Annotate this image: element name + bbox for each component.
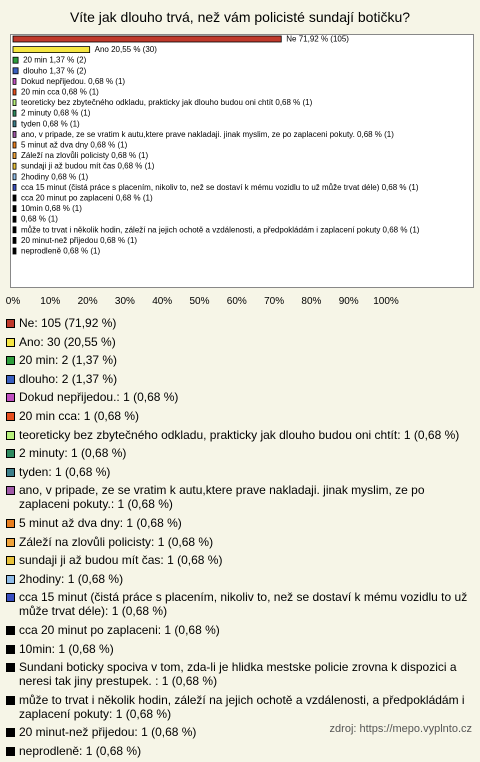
x-tick-label: 60%: [226, 296, 247, 307]
bar-label: 20 min 1,37 % (2): [23, 55, 87, 65]
bar-label: Dokud nepřijedou. 0,68 % (1): [21, 76, 126, 86]
bar-label: Záleží na zlovůli policisty 0,68 % (1): [21, 151, 149, 161]
legend-item: [6, 316, 472, 330]
legend-swatch: [6, 449, 15, 458]
legend-label: dlouho: 2 (1,37 %): [19, 371, 118, 386]
legend-swatch: [6, 375, 15, 384]
legend-label: cca 15 minut (čistá práce s placením, nikoliv to, než se dostaví k mému vozidlu to už může trvat déle): 1 (0,68 %): [19, 590, 468, 619]
legend-item: [6, 465, 472, 479]
legend-item: [6, 642, 472, 656]
legend-swatch: [6, 696, 15, 705]
bar-label: 5 minut až dva dny 0,68 % (1): [21, 140, 128, 150]
legend-label: tyden: 1 (0,68 %): [19, 464, 111, 479]
bar-label: Ano 20,55 % (30): [94, 45, 157, 55]
x-tick-label: 40%: [152, 296, 173, 307]
legend-swatch: [6, 338, 15, 347]
bar-label: cca 20 minut po zaplaceni 0,68 % (1): [21, 193, 153, 203]
bar: [13, 78, 16, 84]
legend-swatch: [6, 319, 15, 328]
legend-item: [6, 660, 472, 688]
legend-label: Ano: 30 (20,55 %): [19, 334, 116, 349]
legend-item: [6, 353, 472, 367]
legend-item: [6, 335, 472, 349]
x-tick-label: 90%: [338, 296, 359, 307]
legend-label: 20 min cca: 1 (0,68 %): [19, 408, 140, 423]
bar-label: 20 min cca 0,68 % (1): [21, 87, 99, 97]
legend-swatch: [6, 645, 15, 654]
bar: [13, 89, 16, 95]
legend-label: cca 20 minut po zaplaceni: 1 (0,68 %): [19, 622, 220, 637]
bar-label: 10min 0,68 % (1): [21, 204, 82, 214]
bar-label: sundaji ji až budou mít čas 0,68 % (1): [21, 161, 155, 171]
legend-label: 10min: 1 (0,68 %): [19, 641, 114, 656]
bar: [13, 153, 16, 159]
legend-item: [6, 409, 472, 423]
legend-item: [6, 372, 472, 386]
bar-label: teoreticky bez zbytečného odkladu, prakticky jak dlouho budou oni chtít 0,68 % (1): [21, 98, 313, 108]
legend-label: Ne: 105 (71,92 %): [19, 316, 117, 330]
legend-label: Sundani boticky spociva v tom, zda-li je hlidka mestske policie zrovna k dispozici a neresi tak jiny prestupek. : 1 (0,68 %): [19, 660, 457, 689]
x-tick-label: 70%: [264, 296, 285, 307]
x-tick-label: 50%: [189, 296, 210, 307]
bar-label: může to trvat i několik hodin, záleží na jejich ochotě a vzdálenosti, a předpokládám i zaplacení pokuty 0,68 % (1): [21, 225, 420, 235]
bar: [13, 174, 16, 180]
x-tick-label: 80%: [301, 296, 322, 307]
legend-label: 2 minuty: 1 (0,68 %): [19, 446, 127, 461]
legend-swatch: [6, 575, 15, 584]
bar: [13, 36, 281, 42]
bar-label: 2hodiny 0,68 % (1): [21, 172, 89, 182]
legend-label: Záleží na zlovůli policisty: 1 (0,68 %): [19, 534, 214, 549]
bar-label: 2 minuty 0,68 % (1): [21, 108, 91, 118]
legend-swatch: [6, 538, 15, 547]
x-tick-label: 10%: [40, 296, 61, 307]
legend-item: [6, 483, 472, 511]
legend-label: 20 min: 2 (1,37 %): [19, 353, 118, 368]
bar-chart: [0, 0, 480, 310]
bar-label: Ne 71,92 % (105): [286, 34, 349, 44]
bar: [13, 110, 16, 116]
legend: [6, 316, 472, 762]
x-tick-label: 20%: [77, 296, 98, 307]
x-tick-label: 0%: [5, 296, 21, 307]
legend-swatch: [6, 519, 15, 528]
legend-swatch: [6, 393, 15, 402]
legend-swatch: [6, 728, 15, 737]
legend-swatch: [6, 593, 15, 602]
bar-label: tyden 0,68 % (1): [21, 119, 80, 129]
legend-swatch: [6, 431, 15, 440]
legend-label: 5 minut až dva dny: 1 (0,68 %): [19, 515, 182, 530]
legend-swatch: [6, 468, 15, 477]
bar-label: dlouho 1,37 % (2): [23, 66, 87, 76]
bar: [13, 184, 16, 190]
legend-label: ano, v pripade, ze se vratim k autu,ktere prave nakladaji. jinak myslim, ze po zaplaceni pokuty.: 1 (0,68 %): [19, 483, 425, 512]
bar: [13, 57, 18, 63]
x-tick-label: 100%: [373, 296, 399, 307]
legend-item: [6, 553, 472, 567]
legend-label: 20 minut-než přijedou: 1 (0,68 %): [19, 725, 197, 740]
bar: [13, 68, 18, 74]
source-footer[interactable]: zdroj: https://mepo.vyplnto.cz: [329, 723, 472, 735]
legend-item: [6, 572, 472, 586]
legend-label: sundaji ji až budou mít čas: 1 (0,68 %): [19, 553, 223, 568]
bar-label: 20 minut-než přijedou 0,68 % (1): [21, 235, 138, 245]
legend-item: [6, 535, 472, 549]
bar: [13, 131, 16, 137]
bar-label: neprodleně 0,68 % (1): [21, 246, 101, 256]
legend-item: [6, 390, 472, 404]
bar: [13, 142, 16, 148]
legend-label: neprodleně: 1 (0,68 %): [19, 743, 142, 758]
legend-label: teoreticky bez zbytečného odkladu, prakticky jak dlouho budou oni chtít: 1 (0,68 %): [19, 427, 460, 442]
legend-item: [6, 428, 472, 442]
bar: [13, 216, 16, 222]
bar: [13, 47, 90, 53]
bar-label: 0,68 % (1): [21, 214, 58, 224]
legend-swatch: [6, 747, 15, 756]
legend-swatch: [6, 626, 15, 635]
legend-item: [6, 744, 472, 758]
legend-item: [6, 590, 472, 618]
x-tick-label: 30%: [114, 296, 135, 307]
legend-label: 2hodiny: 1 (0,68 %): [19, 571, 124, 586]
chart-title: Víte jak dlouho trvá, než vám policisté sundají botičku?: [69, 9, 411, 25]
bar: [13, 227, 16, 233]
legend-swatch: [6, 412, 15, 421]
bar: [13, 163, 16, 169]
legend-label: může to trvat i několik hodin, záleží na jejich ochotě a vzdálenosti, a předpokládám i zaplacení pokuty: 1 (0,68 %): [19, 692, 465, 721]
legend-label: Dokud nepřijedou.: 1 (0,68 %): [19, 390, 179, 405]
legend-item: [6, 693, 472, 721]
bar: [13, 206, 16, 212]
legend-swatch: [6, 663, 15, 672]
legend-item: [6, 623, 472, 637]
bar-label: cca 15 minut (čistá práce s placením, nikoliv to, než se dostaví k mému vozidlu to už může trvat déle) 0,68 % (1): [21, 182, 419, 192]
bar: [13, 237, 16, 243]
legend-swatch: [6, 356, 15, 365]
bar: [13, 248, 16, 254]
bar: [13, 121, 16, 127]
bar: [13, 100, 16, 106]
bar: [13, 195, 16, 201]
legend-item: [6, 446, 472, 460]
legend-swatch: [6, 486, 15, 495]
legend-swatch: [6, 556, 15, 565]
legend-item: [6, 516, 472, 530]
bar-label: ano, v pripade, ze se vratim k autu,ktere prave nakladaji. jinak myslim, ze po zaplaceni pokuty. 0,68 % (1): [21, 129, 394, 139]
